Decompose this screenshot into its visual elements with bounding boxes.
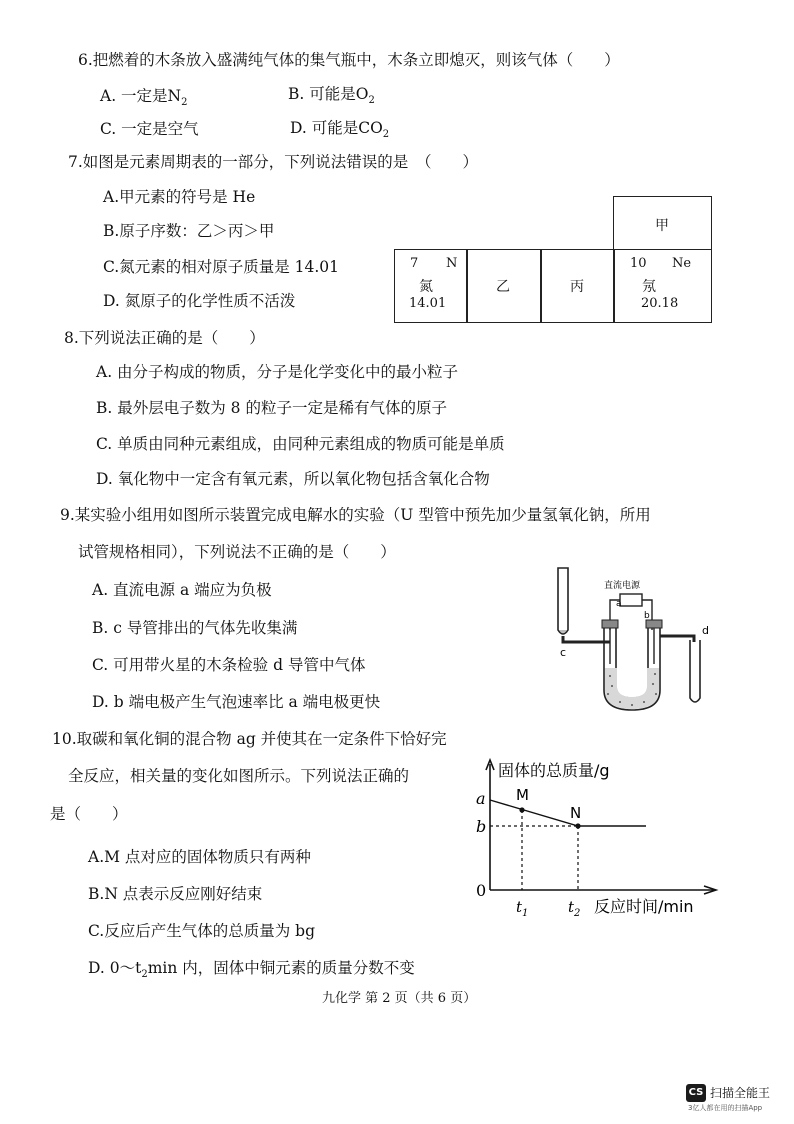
- ne-mass: 20.18: [641, 296, 679, 311]
- b-label: b: [644, 611, 650, 621]
- n-name: 氮: [419, 279, 433, 295]
- q10-option-c: C.反应后产生气体的总质量为 bg: [88, 922, 316, 940]
- q7-option-c: C.氮元素的相对原子质量是 14.01: [103, 258, 340, 276]
- q10-option-b: B.N 点表示反应刚好结束: [88, 885, 263, 903]
- q6-option-b: B. 可能是$O_2$: [288, 85, 375, 106]
- d-label: d: [702, 624, 709, 637]
- graph-a-tick: a: [476, 789, 486, 808]
- q9-stem-line1: 9.某实验小组用如图所示装置完成电解水的实验（U 型管中预先加少量氢氧化钠，所用: [60, 506, 651, 524]
- camscanner-tagline: 3亿人都在用的扫描App: [688, 1104, 763, 1112]
- q9-option-d: D. b 端电极产生气泡速率比 a 端电极更快: [92, 693, 381, 711]
- yi-label: 乙: [496, 279, 510, 295]
- camscanner-logo: CS: [686, 1084, 706, 1102]
- graph-b-tick: b: [476, 817, 487, 836]
- graph-y-label: 固体的总质量/g: [498, 761, 610, 780]
- q9-option-b: B. c 导管排出的气体先收集满: [92, 619, 298, 637]
- point-n-label: N: [570, 804, 582, 822]
- q6-option-c: C. 一定是空气: [100, 120, 199, 138]
- q10-stem-line2: 全反应，相关量的变化如图所示。下列说法正确的: [68, 767, 410, 785]
- t1-tick: $t_1$: [516, 898, 529, 919]
- n-atomic-number: 7: [410, 256, 419, 271]
- ne-atomic-number: 10: [630, 256, 647, 271]
- power-label: 直流电源: [604, 581, 641, 591]
- ne-name: 氖: [642, 279, 656, 295]
- q6-option-a: A. 一定是$N_2$: [100, 87, 188, 108]
- q8-option-a: A. 由分子构成的物质，分子是化学变化中的最小粒子: [96, 363, 459, 381]
- q9-stem-line2: 试管规格相同），下列说法不正确的是（ ）: [78, 543, 396, 561]
- c-label: c: [560, 646, 567, 659]
- t2-tick: $t_2$: [568, 898, 581, 919]
- q6-option-d: D. 可能是$CO_2$: [290, 119, 390, 140]
- q7-stem: 7.如图是元素周期表的一部分，下列说法错误的是 （ ）: [68, 153, 479, 171]
- jia-label: 甲: [655, 218, 669, 234]
- q10-option-d: D. $0\sim t_2\min$ 内，固体中铜元素的质量分数不变: [88, 959, 415, 980]
- a-label: a: [616, 599, 622, 609]
- q10-stem-line3: 是（ ）: [50, 805, 128, 823]
- table-row: [394, 249, 712, 323]
- point-m-label: M: [516, 786, 529, 804]
- q6-stem: 6.把燃着的木条放入盛满纯气体的集气瓶中，木条立即熄灭，则该气体（ ）: [78, 51, 620, 69]
- q9-option-c: C. 可用带火星的木条检验 d 导管中气体: [92, 656, 366, 674]
- q7-option-a: A.甲元素的符号是 He: [103, 188, 256, 206]
- q8-option-b: B. 最外层电子数为 8 的粒子一定是稀有气体的原子: [96, 399, 447, 417]
- q7-option-d: D. 氮原子的化学性质不活泼: [103, 292, 296, 310]
- electrolysis-apparatus-figure: [540, 560, 720, 720]
- cell-jia: [613, 196, 712, 250]
- n-mass: 14.01: [409, 296, 447, 311]
- q10-stem-line1: 10.取碳和氧化铜的混合物 ag 并使其在一定条件下恰好完: [52, 730, 447, 748]
- ne-symbol: Ne: [672, 256, 692, 271]
- q8-stem: 8.下列说法正确的是（ ）: [64, 329, 265, 347]
- camscanner-app-name: 扫描全能王: [710, 1086, 771, 1100]
- q8-option-c: C. 单质由同种元素组成，由同种元素组成的物质可能是单质: [96, 435, 505, 453]
- bing-label: 丙: [570, 279, 584, 295]
- mass-time-graph: [470, 756, 730, 922]
- n-symbol: N: [446, 256, 458, 271]
- page-number: 九化学 第 2 页（共 6 页）: [322, 991, 477, 1006]
- q9-option-a: A. 直流电源 a 端应为负极: [92, 581, 272, 599]
- graph-origin: 0: [476, 881, 487, 900]
- q8-option-d: D. 氧化物中一定含有氧元素，所以氧化物包括含氧化合物: [96, 470, 490, 488]
- q7-option-b: B.原子序数：乙＞丙＞甲: [103, 222, 275, 240]
- graph-x-label: 反应时间/min: [594, 897, 694, 916]
- q10-option-a: A.M 点对应的固体物质只有两种: [88, 848, 311, 866]
